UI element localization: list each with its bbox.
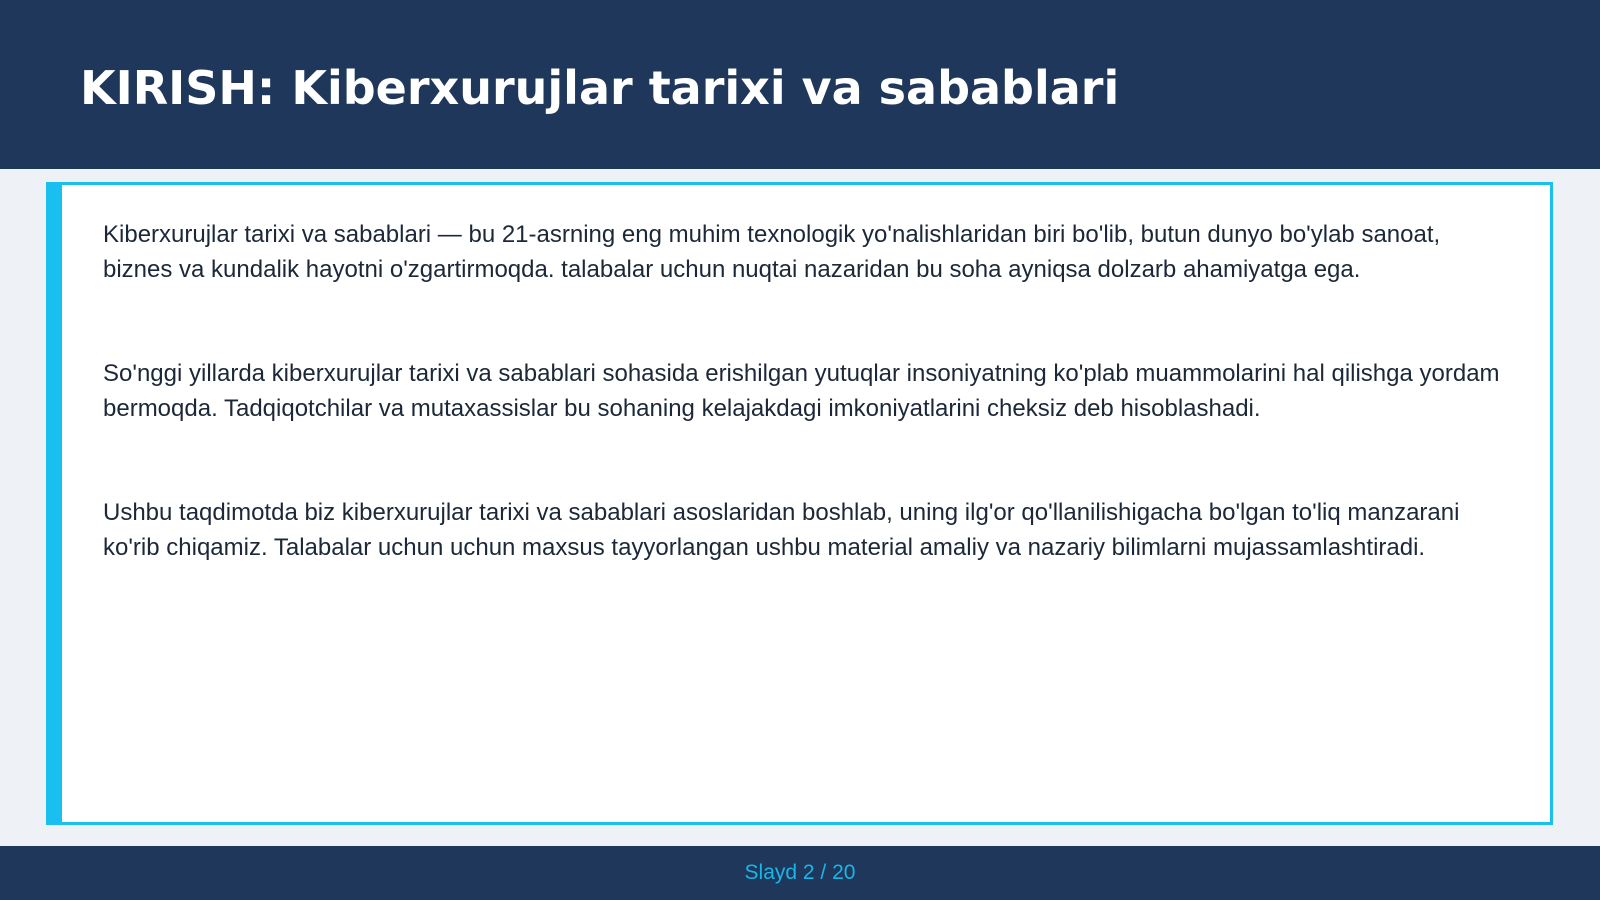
- overview-paragraph: Ushbu taqdimotda biz kiberxurujlar tarixi va sabablari asoslaridan boshlab, uning ilg'or qo'llanilishigacha bo'lgan to'liq manzarani ko'rib chiqamiz. Talabalar uchun uchun maxsus tayyorlangan ushbu material amaliy va nazariy bilimlarni mujassamlashtiradi.: [103, 499, 1460, 561]
- slide-counter: Slayd 2 / 20: [744, 861, 856, 884]
- slide-title: KIRISH: Kiberxurujlar tarixi va sabablari: [80, 61, 1120, 115]
- slide-header: [0, 0, 1600, 169]
- intro-paragraph: Kiberxurujlar tarixi va sabablari — bu 21-asrning eng muhim texnologik yo'nalishlaridan biri bo'lib, butun dunyo bo'ylab sanoat, biznes va kundalik hayotni o'zgartirmoqda. talabalar uchun nuqtai nazaridan bu soha ayniqsa dolzarb ahamiyatga ega.: [103, 221, 1441, 283]
- slide-footer: [0, 846, 1600, 900]
- slide-content-card: [46, 182, 1553, 825]
- achievements-paragraph: So'nggi yillarda kiberxurujlar tarixi va sabablari sohasida erishilgan yutuqlar insoniyatning ko'plab muammolarini hal qilishga yordam bermoqda. Tadqiqotchilar va mutaxassislar bu sohaning kelajakdagi imkoniyatlarini cheksiz deb hisoblashadi.: [103, 360, 1500, 422]
